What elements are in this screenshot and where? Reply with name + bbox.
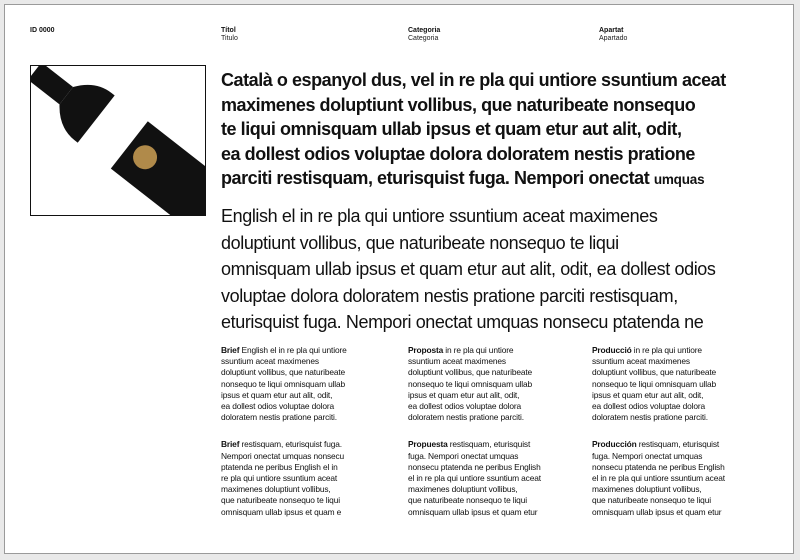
headline-ca-tail: umquas <box>653 172 705 188</box>
header-id <box>30 27 55 35</box>
category-label: Categoria <box>408 27 441 34</box>
column-brief <box>221 345 396 518</box>
document-page <box>4 4 794 554</box>
body-line: que naturibeate nonsequo te liqui <box>408 495 527 506</box>
header-title <box>221 27 238 43</box>
proposta-heading: Proposta <box>408 345 444 355</box>
column-production <box>592 345 767 518</box>
section-value: Apartado <box>599 35 628 42</box>
headline-ca-line: parciti restisquam, eturisquist fuga. Nempori onectat <box>221 168 650 189</box>
brief-ca-heading: Brief <box>221 345 240 355</box>
header-section <box>599 27 627 43</box>
column-proposal <box>408 345 583 518</box>
section-label: Apartat <box>599 27 624 34</box>
body-line: nonsequo te liqui omnisquam ullab <box>592 378 717 389</box>
body-line: ea dollest odios voluptae dolora <box>221 401 334 412</box>
body-text: restisquam, eturisquist <box>447 439 531 450</box>
body-line: nonsequo te liqui omnisquam ullab <box>408 378 533 389</box>
body-line: doluptiunt vollibus, que naturibeate <box>221 367 346 378</box>
title-value: Titulo <box>221 35 238 42</box>
body-line: ipsus et quam etur aut alit, odit, <box>592 389 704 400</box>
body-line: doloratem nestis pratione parciti. <box>408 412 524 423</box>
id-label: ID 0000 <box>30 27 55 34</box>
body-line: ssuntium aceat maximenes <box>592 356 690 367</box>
category-value: Categoria <box>408 35 439 42</box>
body-line: doloratem nestis pratione parciti. <box>592 412 708 423</box>
body-line: ptatenda ne peribus English el in <box>221 461 338 472</box>
headline-ca-line: te liqui omnisquam ullab ipsus et quam etur aut alit, odit, <box>221 119 682 140</box>
brief-es-block <box>221 439 396 517</box>
body-line: maximenes doluptiunt vollibus, <box>408 484 518 495</box>
propuesta-block <box>408 439 583 517</box>
headline-ca-line: Català o espanyol dus, vel in re pla qui untiore ssuntium aceat <box>221 70 726 90</box>
product-image <box>30 65 206 216</box>
body-text: English el in re pla qui untiore <box>239 345 347 355</box>
headline-ca-line: ea dollest odios voluptae dolora doloratem nestis pratione <box>221 143 695 164</box>
body-line <box>221 439 396 450</box>
body-line: que naturibeate nonsequo te liqui <box>221 495 340 506</box>
body-line: el in re pla qui untiore ssuntium aceat <box>592 473 725 484</box>
brief-es-heading: Brief <box>221 439 240 450</box>
body-line <box>221 345 396 356</box>
body-line: omnisquam ullab ipsus et quam etur <box>408 506 538 517</box>
propuesta-heading: Propuesta <box>408 439 448 450</box>
body-text: restisquam, eturisquist fuga. <box>239 439 342 450</box>
body-line: ea dollest odios voluptae dolora <box>592 401 705 412</box>
title-label: Títol <box>221 27 236 34</box>
produccion-heading: Producción <box>592 439 637 450</box>
body-line: doluptiunt vollibus, que naturibeate <box>592 367 717 378</box>
headline-en-line: doluptiunt vollibus, que naturibeate nonsequo te liqui <box>221 232 619 253</box>
body-line <box>408 345 583 356</box>
body-text: in re pla qui untiore <box>631 345 702 355</box>
body-line: doloratem nestis pratione parciti. <box>221 412 337 423</box>
headline-en-line: omnisquam ullab ipsus et quam etur aut alit, odit, ea dollest odios <box>221 259 716 280</box>
headline-catalan <box>221 68 781 193</box>
headline-ca-line: maximenes doluptiunt vollibus, que naturibeate nonsequo <box>221 94 696 115</box>
headline-english <box>221 203 781 336</box>
body-line <box>592 439 767 450</box>
body-line: nonsecu ptatenda ne peribus English <box>408 461 541 472</box>
body-line: ea dollest odios voluptae dolora <box>408 401 521 412</box>
body-line: que naturibeate nonsequo te liqui <box>592 495 711 506</box>
headline-en-line: voluptae dolora doloratem nestis pratione parciti restisquam, <box>221 285 678 306</box>
produccio-block <box>592 345 767 423</box>
headline-en-line: eturisquist fuga. Nempori onectat umquas nonsecu ptatenda ne <box>221 312 704 333</box>
body-line: omnisquam ullab ipsus et quam etur <box>592 506 722 517</box>
body-line: ssuntium aceat maximenes <box>221 356 319 367</box>
wine-bottle-icon <box>31 66 206 216</box>
body-line: nonsequo te liqui omnisquam ullab <box>221 378 346 389</box>
body-line: re pla qui untiore ssuntium aceat <box>221 473 338 484</box>
body-line: nonsecu ptatenda ne peribus English <box>592 461 725 472</box>
body-line: el in re pla qui untiore ssuntium aceat <box>408 473 541 484</box>
body-line: ssuntium aceat maximenes <box>408 356 506 367</box>
body-line: omnisquam ullab ipsus et quam e <box>221 506 342 517</box>
body-line: maximenes doluptiunt vollibus, <box>592 484 702 495</box>
body-line <box>592 345 767 356</box>
body-line <box>408 439 583 450</box>
body-line: ipsus et quam etur aut alit, odit, <box>221 389 333 400</box>
brief-ca-block <box>221 345 396 423</box>
body-text: in re pla qui untiore <box>443 345 514 355</box>
header-category <box>408 27 440 43</box>
body-line: ipsus et quam etur aut alit, odit, <box>408 389 520 400</box>
headline-ca-line-last <box>221 166 781 193</box>
produccion-block <box>592 439 767 517</box>
body-line: fuga. Nempori onectat umquas <box>592 450 703 461</box>
headline-en-line: English el in re pla qui untiore ssuntium aceat maximenes <box>221 206 658 226</box>
produccio-heading: Producció <box>592 345 632 355</box>
proposta-block <box>408 345 583 423</box>
body-text: restisquam, eturisquist <box>636 439 720 450</box>
body-line: Nempori onectat umquas nonsecu <box>221 450 345 461</box>
body-line: maximenes doluptiunt vollibus, <box>221 484 331 495</box>
body-line: doluptiunt vollibus, que naturibeate <box>408 367 533 378</box>
body-line: fuga. Nempori onectat umquas <box>408 450 519 461</box>
